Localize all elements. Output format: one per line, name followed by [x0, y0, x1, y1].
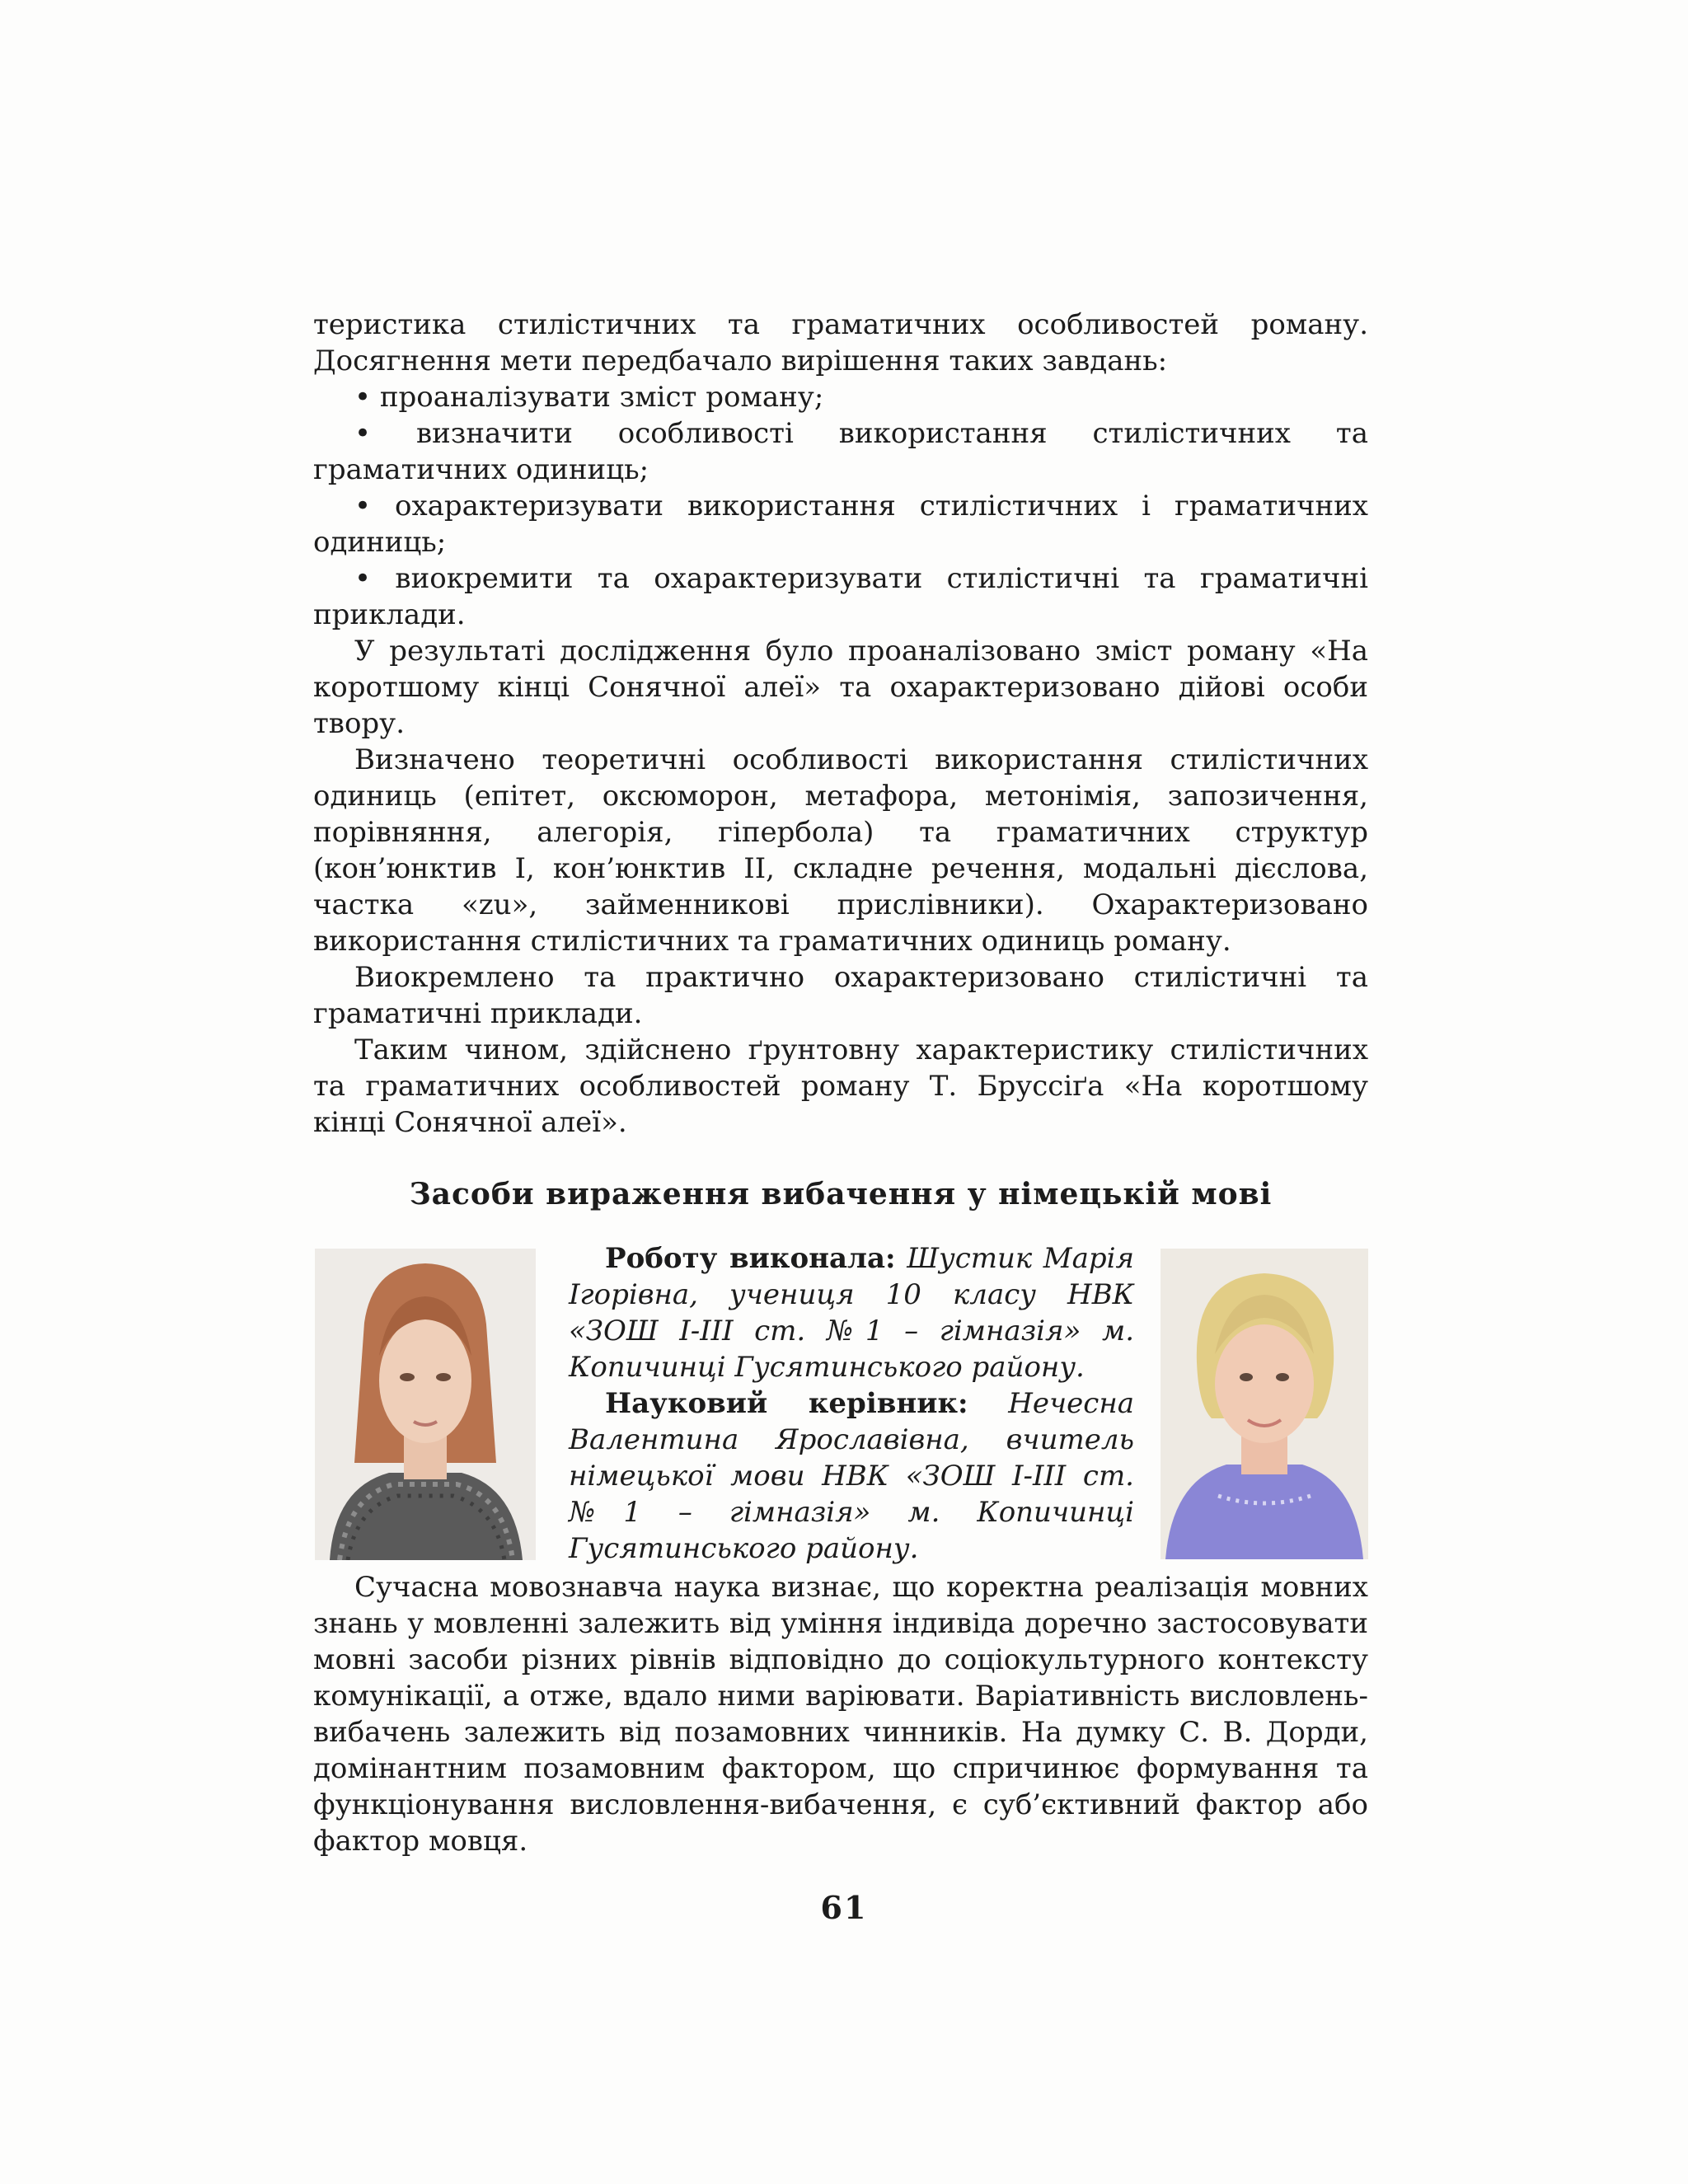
paragraph: Визначено теоретичні особливості використання стилістичних одиниць (епітет, оксюморон, метафора, метонімія, запозичення, порівняння, алегорія, гіпербола) та граматичних структур (кон’юнктив І, кон’юнктив ІІ, складне речення, модальні дієслова, частка «zu», займенникові прислівники). Охарактеризовано використання стилістичних та граматичних одиниць роману.	[313, 743, 1368, 958]
supervisor-credit	[569, 1385, 1134, 1567]
supervisor-label: Науковий керівник:	[605, 1387, 968, 1420]
page-number: 61	[820, 1889, 868, 1926]
bullet-item: • виокремити та охарактеризувати стилістичні та граматичні приклади.	[313, 562, 1368, 631]
student-portrait-image	[315, 1249, 536, 1560]
supervisor-photo	[1160, 1249, 1368, 1559]
paragraph: Таким чином, здійснено ґрунтовну характеристику стилістичних та граматичних особливостей роману Т. Бруссіґа «На коротшому кінці Сонячної алеї».	[313, 1033, 1368, 1139]
paragraph: Виокремлено та практично охарактеризовано стилістичні та граматичні приклади.	[313, 961, 1368, 1030]
student-photo	[315, 1249, 536, 1560]
bullet-item: • проаналізувати зміст роману;	[354, 381, 824, 414]
paragraph: теристика стилістичних та граматичних особливостей роману. Досягнення мети передбачало вирішення таких завдань:	[313, 308, 1368, 377]
supervisor-portrait-image	[1160, 1249, 1368, 1559]
upper-text	[313, 307, 1368, 1141]
supervisor-text: Нечесна Валентина Ярославівна, вчитель німецької мови НВК «ЗОШ І-ІІІ ст. №1 – гімназія» м. Копичинці Гусятинського району.	[569, 1387, 1134, 1565]
bullet-item: • охарактеризувати використання стилістичних і граматичних одиниць;	[313, 490, 1368, 559]
paragraph: Сучасна мовознавча наука визнає, що коректна реалізація мовних знань у мовленні залежить від уміння індивіда доречно застосовувати мовні засоби різних рівнів відповідно до соціокультурного контексту комунікації, а отже, вдало ними варіювати. Варіативність висловлень-вибачень залежить від позамовних чинників. На думку С. В. Дорди, домінантним позамовним фактором, що спричинює формування та функціонування висловлення-вибачення, є суб’єктивний фактор або фактор мовця.	[313, 1571, 1368, 1858]
section-title: Засоби вираження вибачення у німецькій мові	[409, 1177, 1273, 1212]
author-credit	[569, 1240, 1134, 1385]
author-text: Шустик Марія Ігорівна, учениця 10 класу НВК «ЗОШ І-ІІІ ст. №1 – гімназія» м. Копичинці Гусятинського району.	[569, 1242, 1135, 1384]
bullet-item: • визначити особливості використання стилістичних та граматичних одиниць;	[313, 417, 1368, 486]
credits-block	[569, 1240, 1134, 1567]
paragraph: У результаті дослідження було проаналізовано зміст роману «На коротшому кінці Сонячної алеї» та охарактеризовано дійові особи твору.	[313, 635, 1368, 740]
author-label: Роботу виконала:	[605, 1242, 896, 1275]
lower-text	[313, 1569, 1368, 1859]
